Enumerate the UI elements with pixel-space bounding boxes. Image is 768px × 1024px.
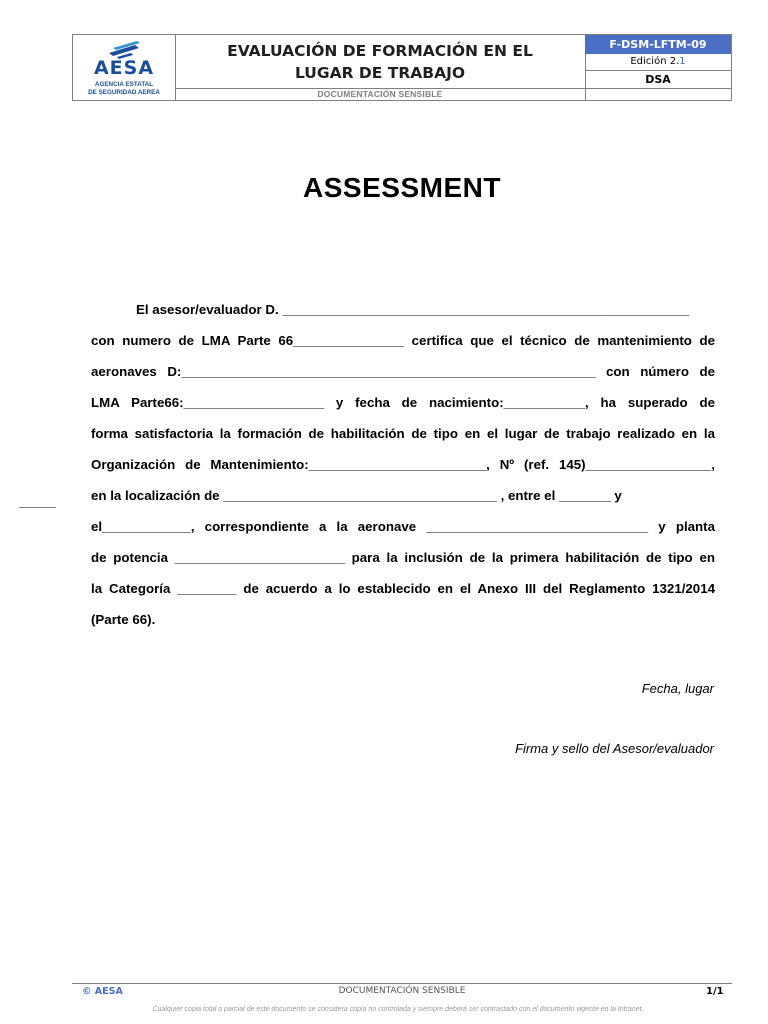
body-line: de potencia _______________________ para la inclusión de la primera habilitación de tipo en [91, 550, 715, 565]
aesa-wing-icon [103, 39, 145, 59]
document-header [72, 34, 732, 101]
body-line: en la localización de _____________________________________ , entre el _______ y [91, 488, 622, 503]
edition [585, 54, 731, 71]
body-line: aeronaves D:________________________________________________________ con número de [91, 364, 715, 379]
edition-label: Edición 2. [630, 56, 680, 67]
signature-label: Firma y sello del Asesor/evaluador [515, 741, 714, 756]
footer-note: Cualquier copia total o parcial de este documento se considera copia no controlada y siempre deberá ser contrastado con el documento vigente en la Intranet. [152, 1006, 644, 1013]
page-title: ASSESSMENT [303, 172, 501, 203]
logo-wordmark: AESA [93, 57, 155, 79]
footer-sensitivity: DOCUMENTACIÓN SENSIBLE [338, 986, 466, 996]
assessment-body [91, 294, 715, 635]
body-line: forma satisfactoria la formación de habilitación de tipo en el lugar de trabajo realizado en la [91, 426, 715, 441]
department: DSA [585, 71, 731, 89]
footer-divider [72, 983, 732, 984]
body-line: con numero de LMA Parte 66_______________ certifica que el técnico de mantenimiento de [91, 333, 715, 348]
date-place-label: Fecha, lugar [641, 681, 714, 696]
aesa-logo [73, 35, 176, 100]
body-line: Organización de Mantenimiento:________________________, Nº (ref. 145)_________________, [91, 457, 715, 472]
logo-subtitle-line1: AGENCIA ESTATAL [94, 81, 154, 88]
header-title: EVALUACIÓN DE FORMACIÓN EN EL LUGAR DE TRABAJO [227, 41, 533, 82]
header-sensitivity: DOCUMENTACIÓN SENSIBLE [175, 88, 586, 100]
margin-mark [19, 507, 56, 508]
header-title-cell [175, 35, 586, 89]
document-code: F-DSM-LFTM-09 [585, 35, 731, 54]
body-line: el____________, correspondiente a la aeronave ______________________________ y planta [91, 519, 715, 534]
footer-copyright: © AESA [82, 986, 123, 997]
body-line: (Parte 66). [91, 612, 156, 627]
page-number: 1/1 [706, 986, 724, 997]
edition-minor: 1 [679, 56, 686, 67]
body-line: LMA Parte66:___________________ y fecha de nacimiento:___________, ha superado de [91, 395, 715, 410]
body-line: la Categoría ________ de acuerdo a lo establecido en el Anexo III del Reglamento 1321/2014 [91, 581, 715, 596]
logo-subtitle-line2: DE SEGURIDAD AEREA [88, 89, 160, 96]
body-line: El asesor/evaluador D. _______________________________________________________ [136, 302, 690, 317]
